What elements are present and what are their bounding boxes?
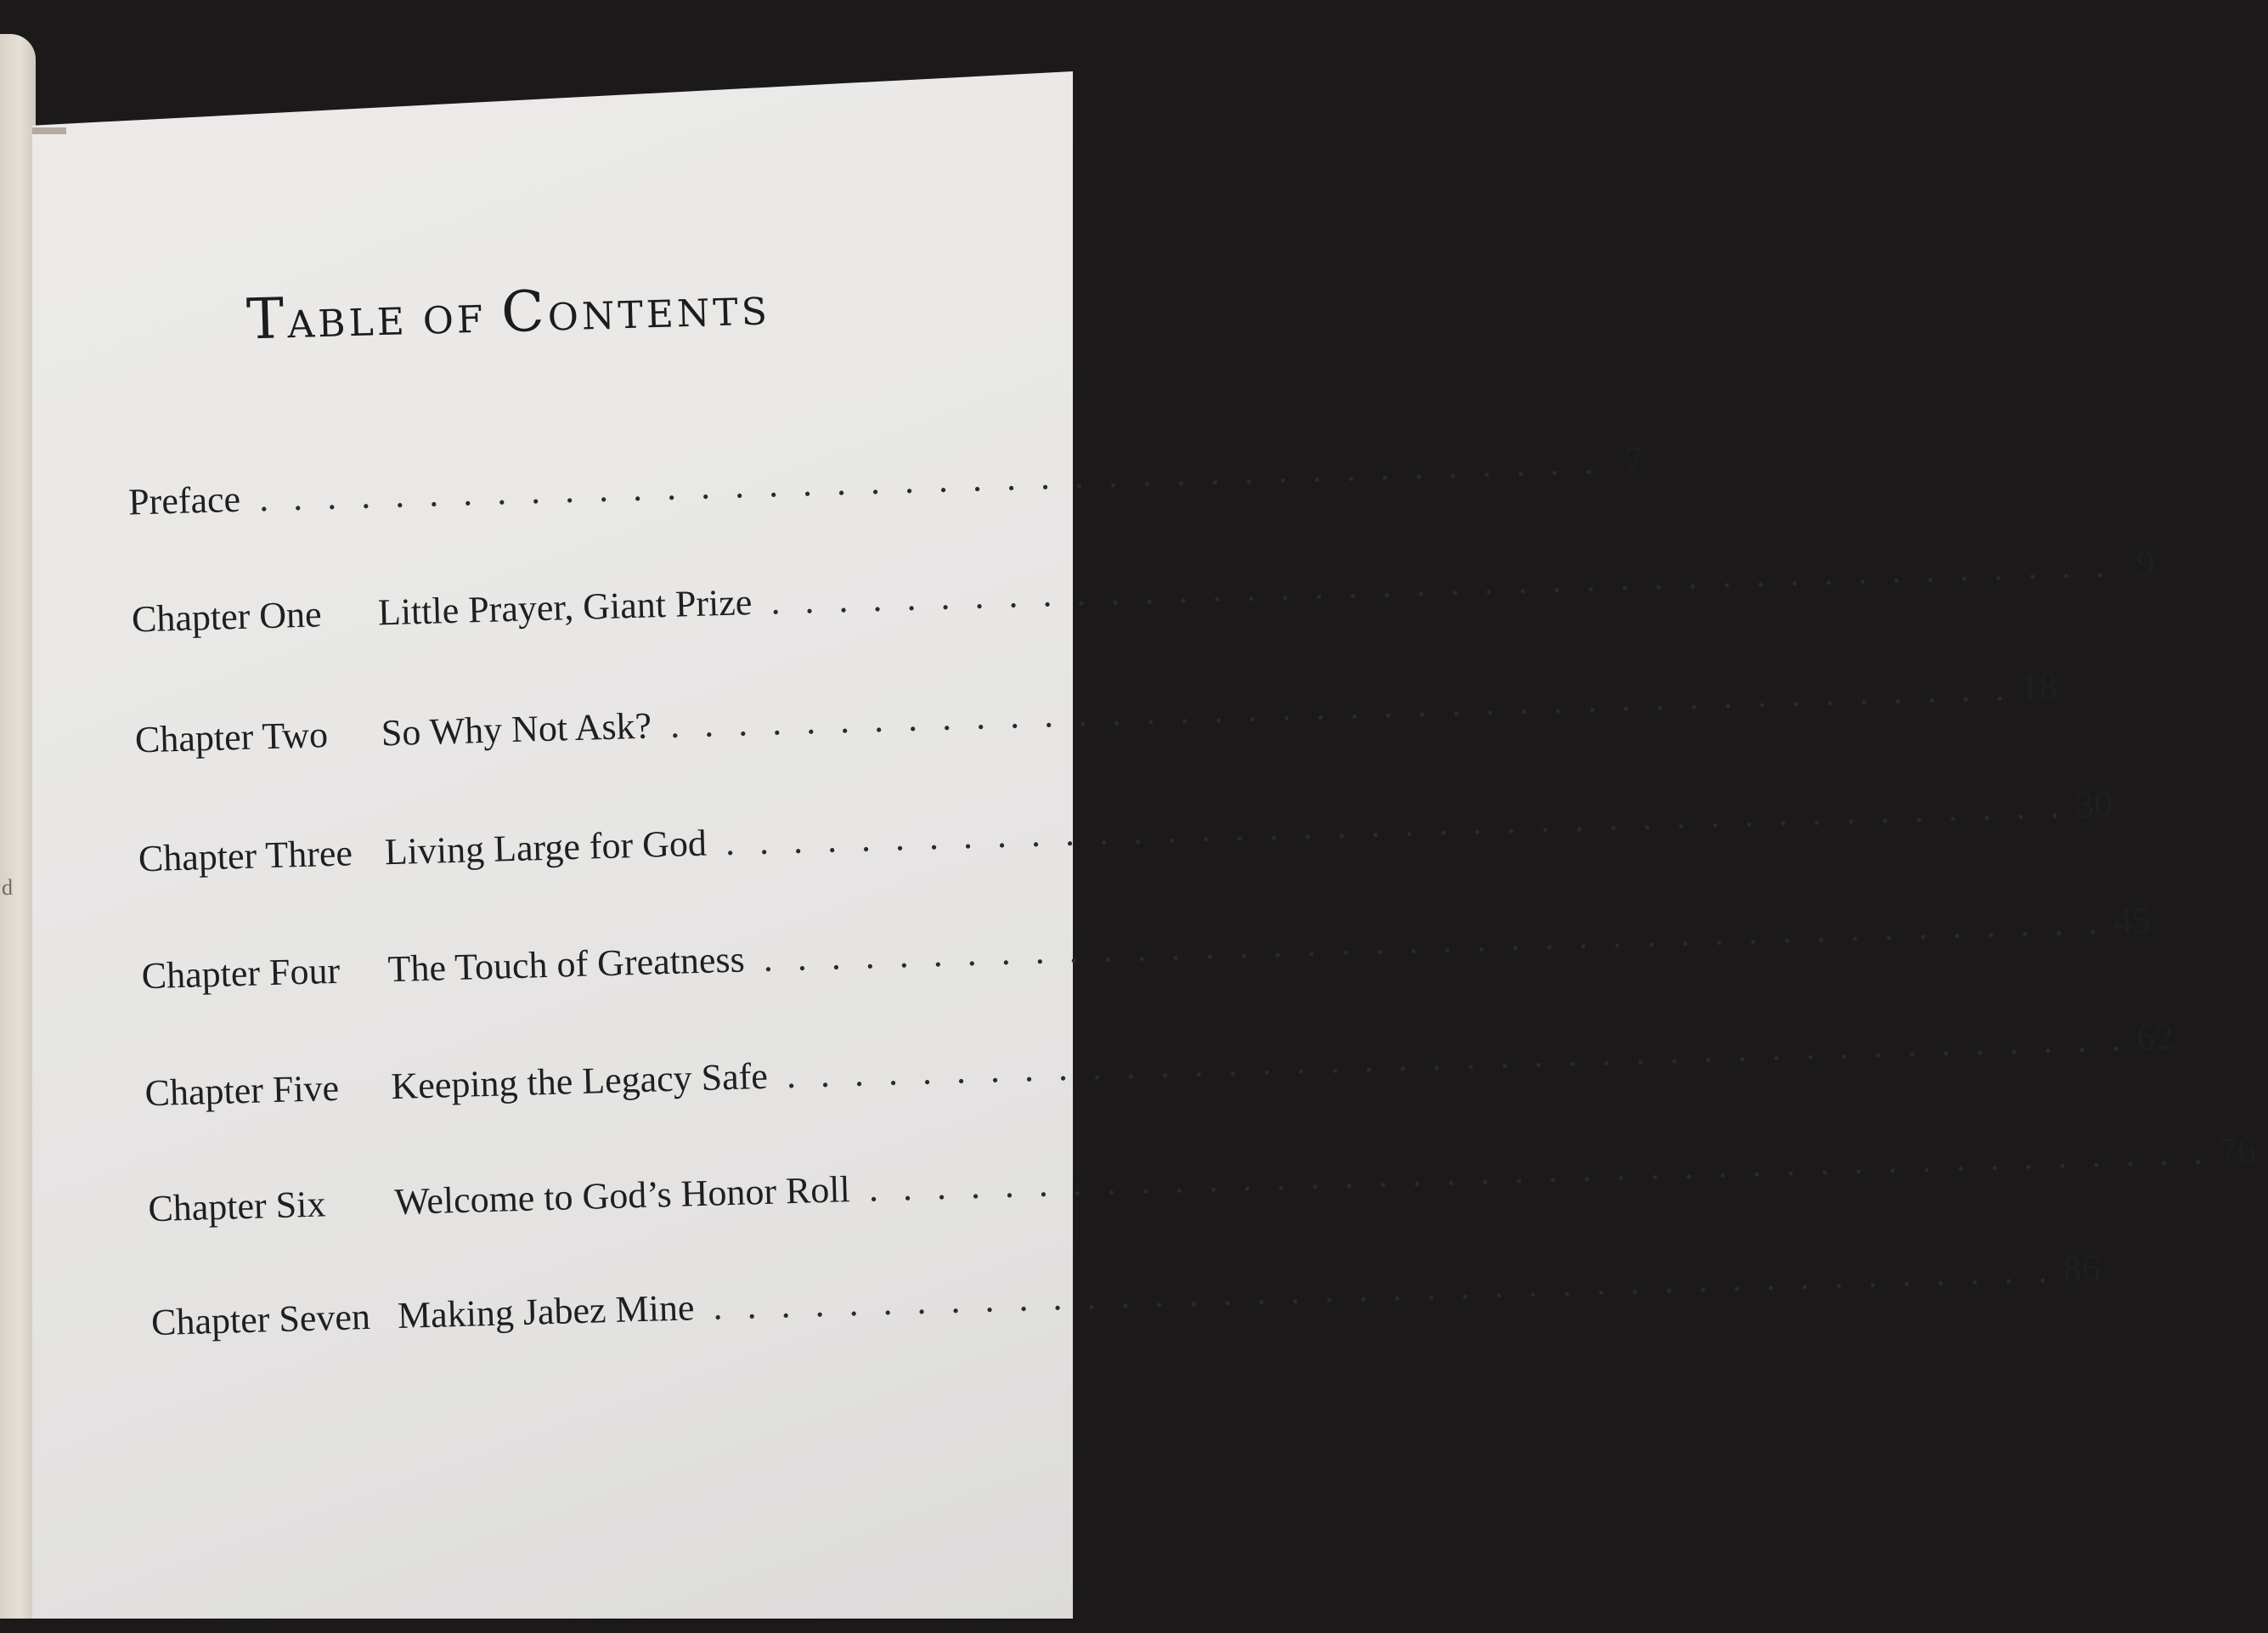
chapter-label: Chapter Four — [141, 949, 341, 997]
chapter-title: The Touch of Greatness — [386, 938, 746, 991]
chapter-title: Welcome to God’s Honor Roll — [393, 1168, 851, 1223]
page-number: 18 — [2019, 665, 2059, 709]
leader-dots: . . . . . . . . . . . . . . . . . . . . . . . . . . . . . . . . . . . . . . . . — [762, 900, 2106, 980]
leader-dots: . . . . . . . . . . . . . . . . . . . . . . . . . . . . . . . . . . . . . . . . — [258, 440, 1602, 520]
title-initial-2: C — [500, 278, 549, 346]
toc-entry-preface[interactable] — [127, 438, 1645, 532]
page-title — [245, 270, 842, 353]
chapter-label: Chapter Five — [144, 1066, 340, 1115]
title-initial: T — [245, 285, 289, 353]
chapter-title: Keeping the Legacy Safe — [390, 1054, 769, 1108]
toc-entry-chapter-seven[interactable] — [150, 1247, 2102, 1352]
leader-dots: . . . . . . . . . . . . . . . . . . . . . . . . . . . . . . . . . . . . . . . . — [786, 1017, 2129, 1097]
chapter-label: Chapter Six — [147, 1183, 327, 1230]
page-number: 86 — [2062, 1247, 2102, 1291]
chapter-label: Chapter Two — [134, 714, 329, 761]
toc-entry-chapter-five[interactable] — [144, 1015, 2175, 1122]
chapter-title: Little Prayer, Giant Prize — [377, 581, 753, 634]
leader-dots: . . . . . . . . . . . . . . . . . . . . . . . . . . . . . . . . . . . . . . . . — [868, 1130, 2211, 1210]
chapter-title: Making Jabez Mine — [397, 1286, 696, 1337]
toc-entry-chapter-six[interactable] — [147, 1128, 2257, 1238]
title-part-1: ABLE OF — [286, 297, 503, 348]
title-part-2: ONTENTS — [547, 290, 771, 340]
leader-dots: . . . . . . . . . . . . . . . . . . . . . . . . . . . . . . . . . . . . . . . . — [725, 783, 2068, 864]
chapter-title: So Why Not Ask? — [381, 704, 652, 754]
toc-entry-chapter-four[interactable] — [141, 899, 2152, 1005]
leader-dots: . . . . . . . . . . . . . . . . . . . . . . . . . . . . . . . . . . . . . . . . — [770, 543, 2113, 623]
page-number: 7 — [1623, 438, 1645, 482]
leader-dots: . . . . . . . . . . . . . . . . . . . . . . . . . . . . . . . . . . . . . . . . — [669, 666, 2013, 746]
toc-entry-chapter-one[interactable] — [131, 541, 2156, 648]
page-number: 62 — [2135, 1015, 2175, 1059]
chapter-title: Living Large for God — [384, 822, 708, 873]
preface-label: Preface — [127, 477, 241, 523]
page-number: 30 — [2074, 783, 2113, 826]
chapter-label: Chapter Seven — [150, 1295, 371, 1344]
page-number: 76 — [2218, 1128, 2257, 1172]
toc-entry-chapter-two[interactable] — [134, 665, 2059, 769]
edge-mark: d — [2, 875, 13, 900]
leader-dots: . . . . . . . . . . . . . . . . . . . . . . . . . . . . . . . . . . . . . . . . — [712, 1248, 2056, 1328]
toc-entry-chapter-three[interactable] — [138, 783, 2113, 888]
page-number: 45 — [2113, 899, 2152, 942]
chapter-label: Chapter One — [131, 593, 323, 641]
chapter-label: Chapter Three — [138, 832, 353, 880]
page-number: 9 — [2135, 541, 2156, 585]
